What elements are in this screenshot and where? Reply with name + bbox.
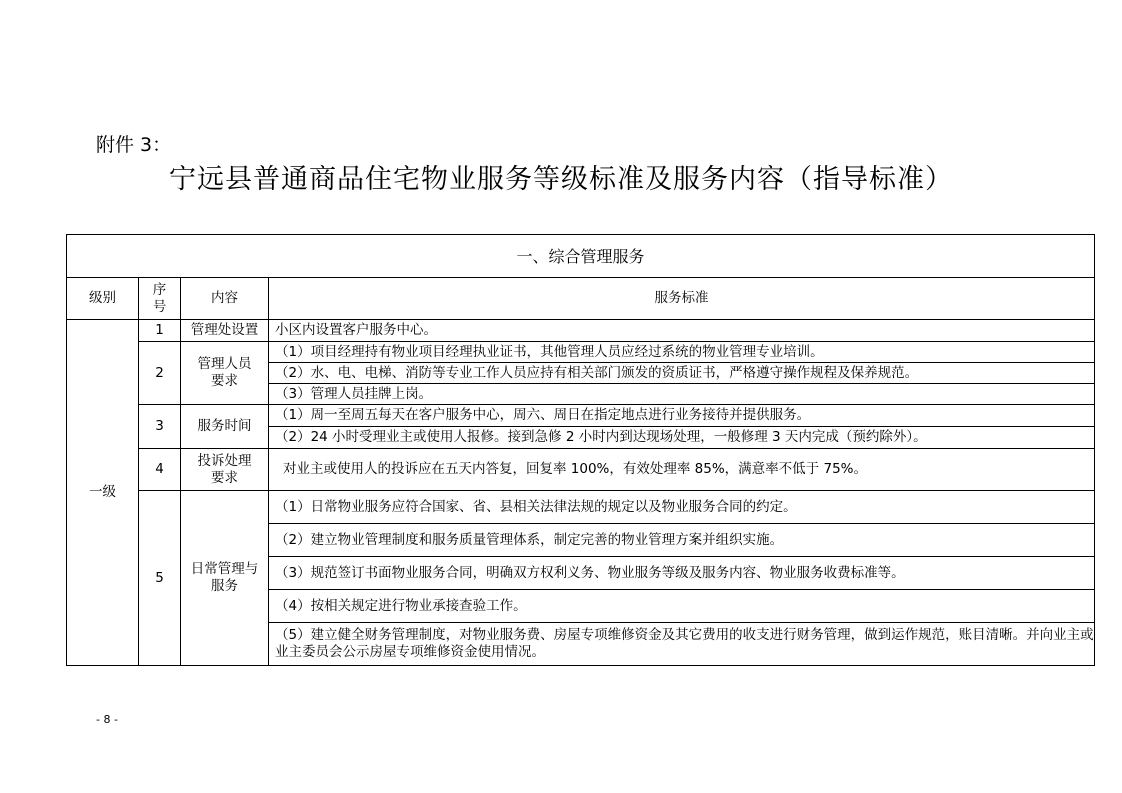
section-heading: 一、综合管理服务: [67, 235, 1095, 278]
seq-cell: 4: [139, 449, 181, 491]
table-row: [67, 320, 1095, 342]
header-seq: 序号: [139, 278, 181, 320]
seq-cell: 3: [139, 405, 181, 449]
seq-cell: 1: [139, 320, 181, 342]
level-cell: 一级: [67, 320, 139, 666]
seq-cell: 5: [139, 491, 181, 666]
content-cell: 服务时间: [181, 405, 269, 449]
header-content: 内容: [181, 278, 269, 320]
content-cell: 管理人员要求: [181, 342, 269, 405]
header-standard: 服务标准: [269, 278, 1095, 320]
section-row: [67, 235, 1095, 278]
content-cell: 投诉处理要求: [181, 449, 269, 491]
standard-cell: （2）24 小时受理业主或使用人报修。接到急修 2 小时内到达现场处理，一般修理 3 天内完成（预约除外）。: [269, 427, 1095, 449]
table-row: [67, 491, 1095, 524]
header-row: [67, 278, 1095, 320]
standard-cell: （1）周一至周五每天在客户服务中心，周六、周日在指定地点进行业务接待并提供服务。: [269, 405, 1095, 427]
table-row: [67, 449, 1095, 491]
header-level: 级别: [67, 278, 139, 320]
seq-cell: 2: [139, 342, 181, 405]
content-cell: 管理处设置: [181, 320, 269, 342]
standard-cell: （2）建立物业管理制度和服务质量管理体系，制定完善的物业管理方案并组织实施。: [269, 524, 1095, 557]
standard-cell: （1）项目经理持有物业项目经理执业证书，其他管理人员应经过系统的物业管理专业培训。: [269, 342, 1095, 363]
standard-cell: （5）建立健全财务管理制度，对物业服务费、房屋专项维修资金及其它费用的收支进行财务管理，做到运作规范，账目清晰。并向业主或业主委员会公示房屋专项维修资金使用情况。: [269, 623, 1095, 666]
document-title: 宁远县普通商品住宅物业服务等级标准及服务内容（指导标准）: [169, 164, 953, 195]
standard-cell: 对业主或使用人的投诉应在五天内答复，回复率 100%，有效处理率 85%，满意率不低于 75%。: [269, 449, 1095, 491]
standard-cell: （1）日常物业服务应符合国家、省、县相关法律法规的规定以及物业服务合同的约定。: [269, 491, 1095, 524]
page-number: - 8 -: [96, 713, 118, 726]
standard-cell: （2）水、电、电梯、消防等专业工作人员应持有相关部门颁发的资质证书，严格遵守操作规程及保养规范。: [269, 363, 1095, 384]
attachment-label: 附件 3：: [96, 134, 172, 156]
standard-cell: （3）管理人员挂牌上岗。: [269, 384, 1095, 405]
standard-cell: 小区内设置客户服务中心。: [269, 320, 1095, 342]
standard-cell: （4）按相关规定进行物业承接查验工作。: [269, 590, 1095, 623]
service-standard-table: [66, 234, 1095, 666]
content-cell: 日常管理与服务: [181, 491, 269, 666]
table-row: [67, 342, 1095, 363]
standard-cell: （3）规范签订书面物业服务合同，明确双方权利义务、物业服务等级及服务内容、物业服务收费标准等。: [269, 557, 1095, 590]
table-row: [67, 405, 1095, 427]
